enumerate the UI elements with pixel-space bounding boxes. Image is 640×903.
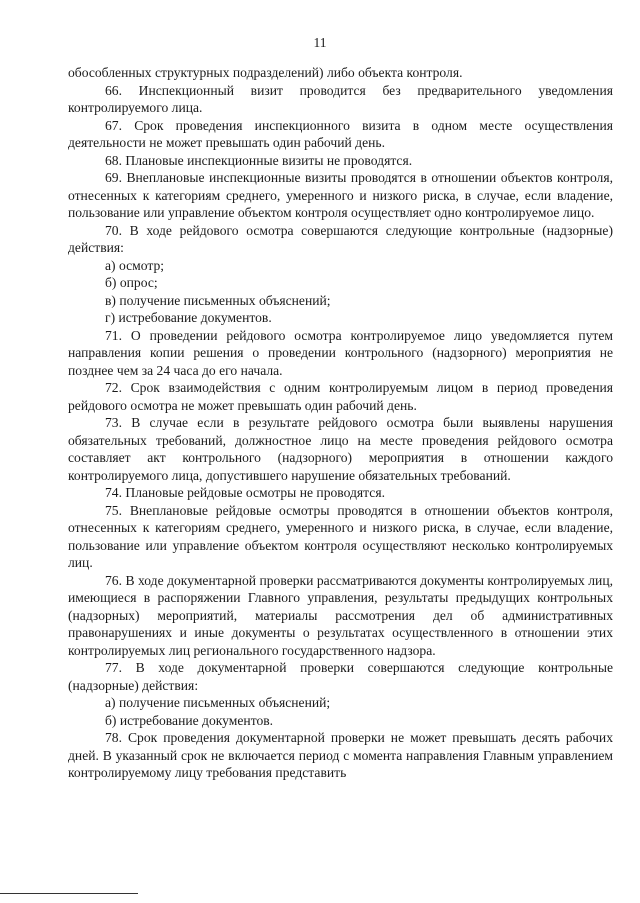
paragraph-78: 78. Срок проведения документарной проверки не может превышать десять рабочих дней. В указанный срок не включается период с момента направления Главным управлением контролируемому лицу требования представить <box>68 730 613 780</box>
paragraph-69: 69. Внеплановые инспекционные визиты проводятся в отношении объектов контроля, отнесенных к категориям среднего, умеренного и низкого риска, в случае, если владение, пользование или управление объектом контроля осуществляет одно контролируемое лицо. <box>68 170 613 220</box>
document-body <box>68 64 613 782</box>
paragraph-77: 77. В ходе документарной проверки совершаются следующие контрольные (надзорные) действия: <box>68 660 613 693</box>
paragraph-66: 66. Инспекционный визит проводится без предварительного уведомления контролируемого лица. <box>68 82 613 115</box>
list-item-70g: г) истребование документов. <box>105 310 272 325</box>
paragraph-continuation: обособленных структурных подразделений) либо объекта контроля. <box>68 65 463 80</box>
list-item-70v: в) получение письменных объяснений; <box>105 292 331 308</box>
paragraph-74: 74. Плановые рейдовые осмотры не проводятся. <box>105 485 385 500</box>
paragraph-76: 76. В ходе документарной проверки рассматриваются документы контролируемых лиц, имеющиеся в распоряжении Главного управления, результаты предыдущих контрольных (надзорных) мероприятий, материалы рассмотрения дел об административных правонарушениях и иные документы о результатах осуществленного в отношении этих контролируемых лиц регионального государственного надзора. <box>68 572 613 658</box>
list-item-77b: б) истребование документов. <box>105 712 274 728</box>
paragraph-67: 67. Срок проведения инспекционного визита в одном месте осуществления деятельности не может превышать один рабочий день. <box>68 117 613 150</box>
list-item-70a: а) осмотр; <box>105 257 165 273</box>
paragraph-73: 73. В случае если в результате рейдового осмотра были выявлены нарушения обязательных требований, должностное лицо на месте проведения рейдового осмотра составляет акт контрольного (надзорного) мероприятия в отношении каждого контролируемого лица, допустившего нарушение обязательных требований. <box>68 415 613 483</box>
list-item-70b: б) опрос; <box>105 275 158 290</box>
footnote-divider <box>0 893 138 894</box>
page-number: 11 <box>313 35 327 50</box>
list-item-77a: а) получение письменных объяснений; <box>105 695 331 710</box>
paragraph-71: 71. О проведении рейдового осмотра контролируемое лицо уведомляется путем направления копии решения о проведении контрольного (надзорного) мероприятия не позднее чем за 24 часа до его начала. <box>68 327 613 378</box>
paragraph-68: 68. Плановые инспекционные визиты не проводятся. <box>105 152 413 168</box>
paragraph-70: 70. В ходе рейдового осмотра совершаются следующие контрольные (надзорные) действия: <box>68 222 613 255</box>
paragraph-75: 75. Внеплановые рейдовые осмотры проводятся в отношении объектов контроля, отнесенных к категориям среднего, умеренного и низкого риска, в случае, если владение, пользование или управление объектом контроля осуществляют несколько контролируемых лиц. <box>68 502 613 570</box>
paragraph-72: 72. Срок взаимодействия с одним контролируемым лицом в период проведения рейдового осмотра не может превышать один рабочий день. <box>68 380 613 413</box>
